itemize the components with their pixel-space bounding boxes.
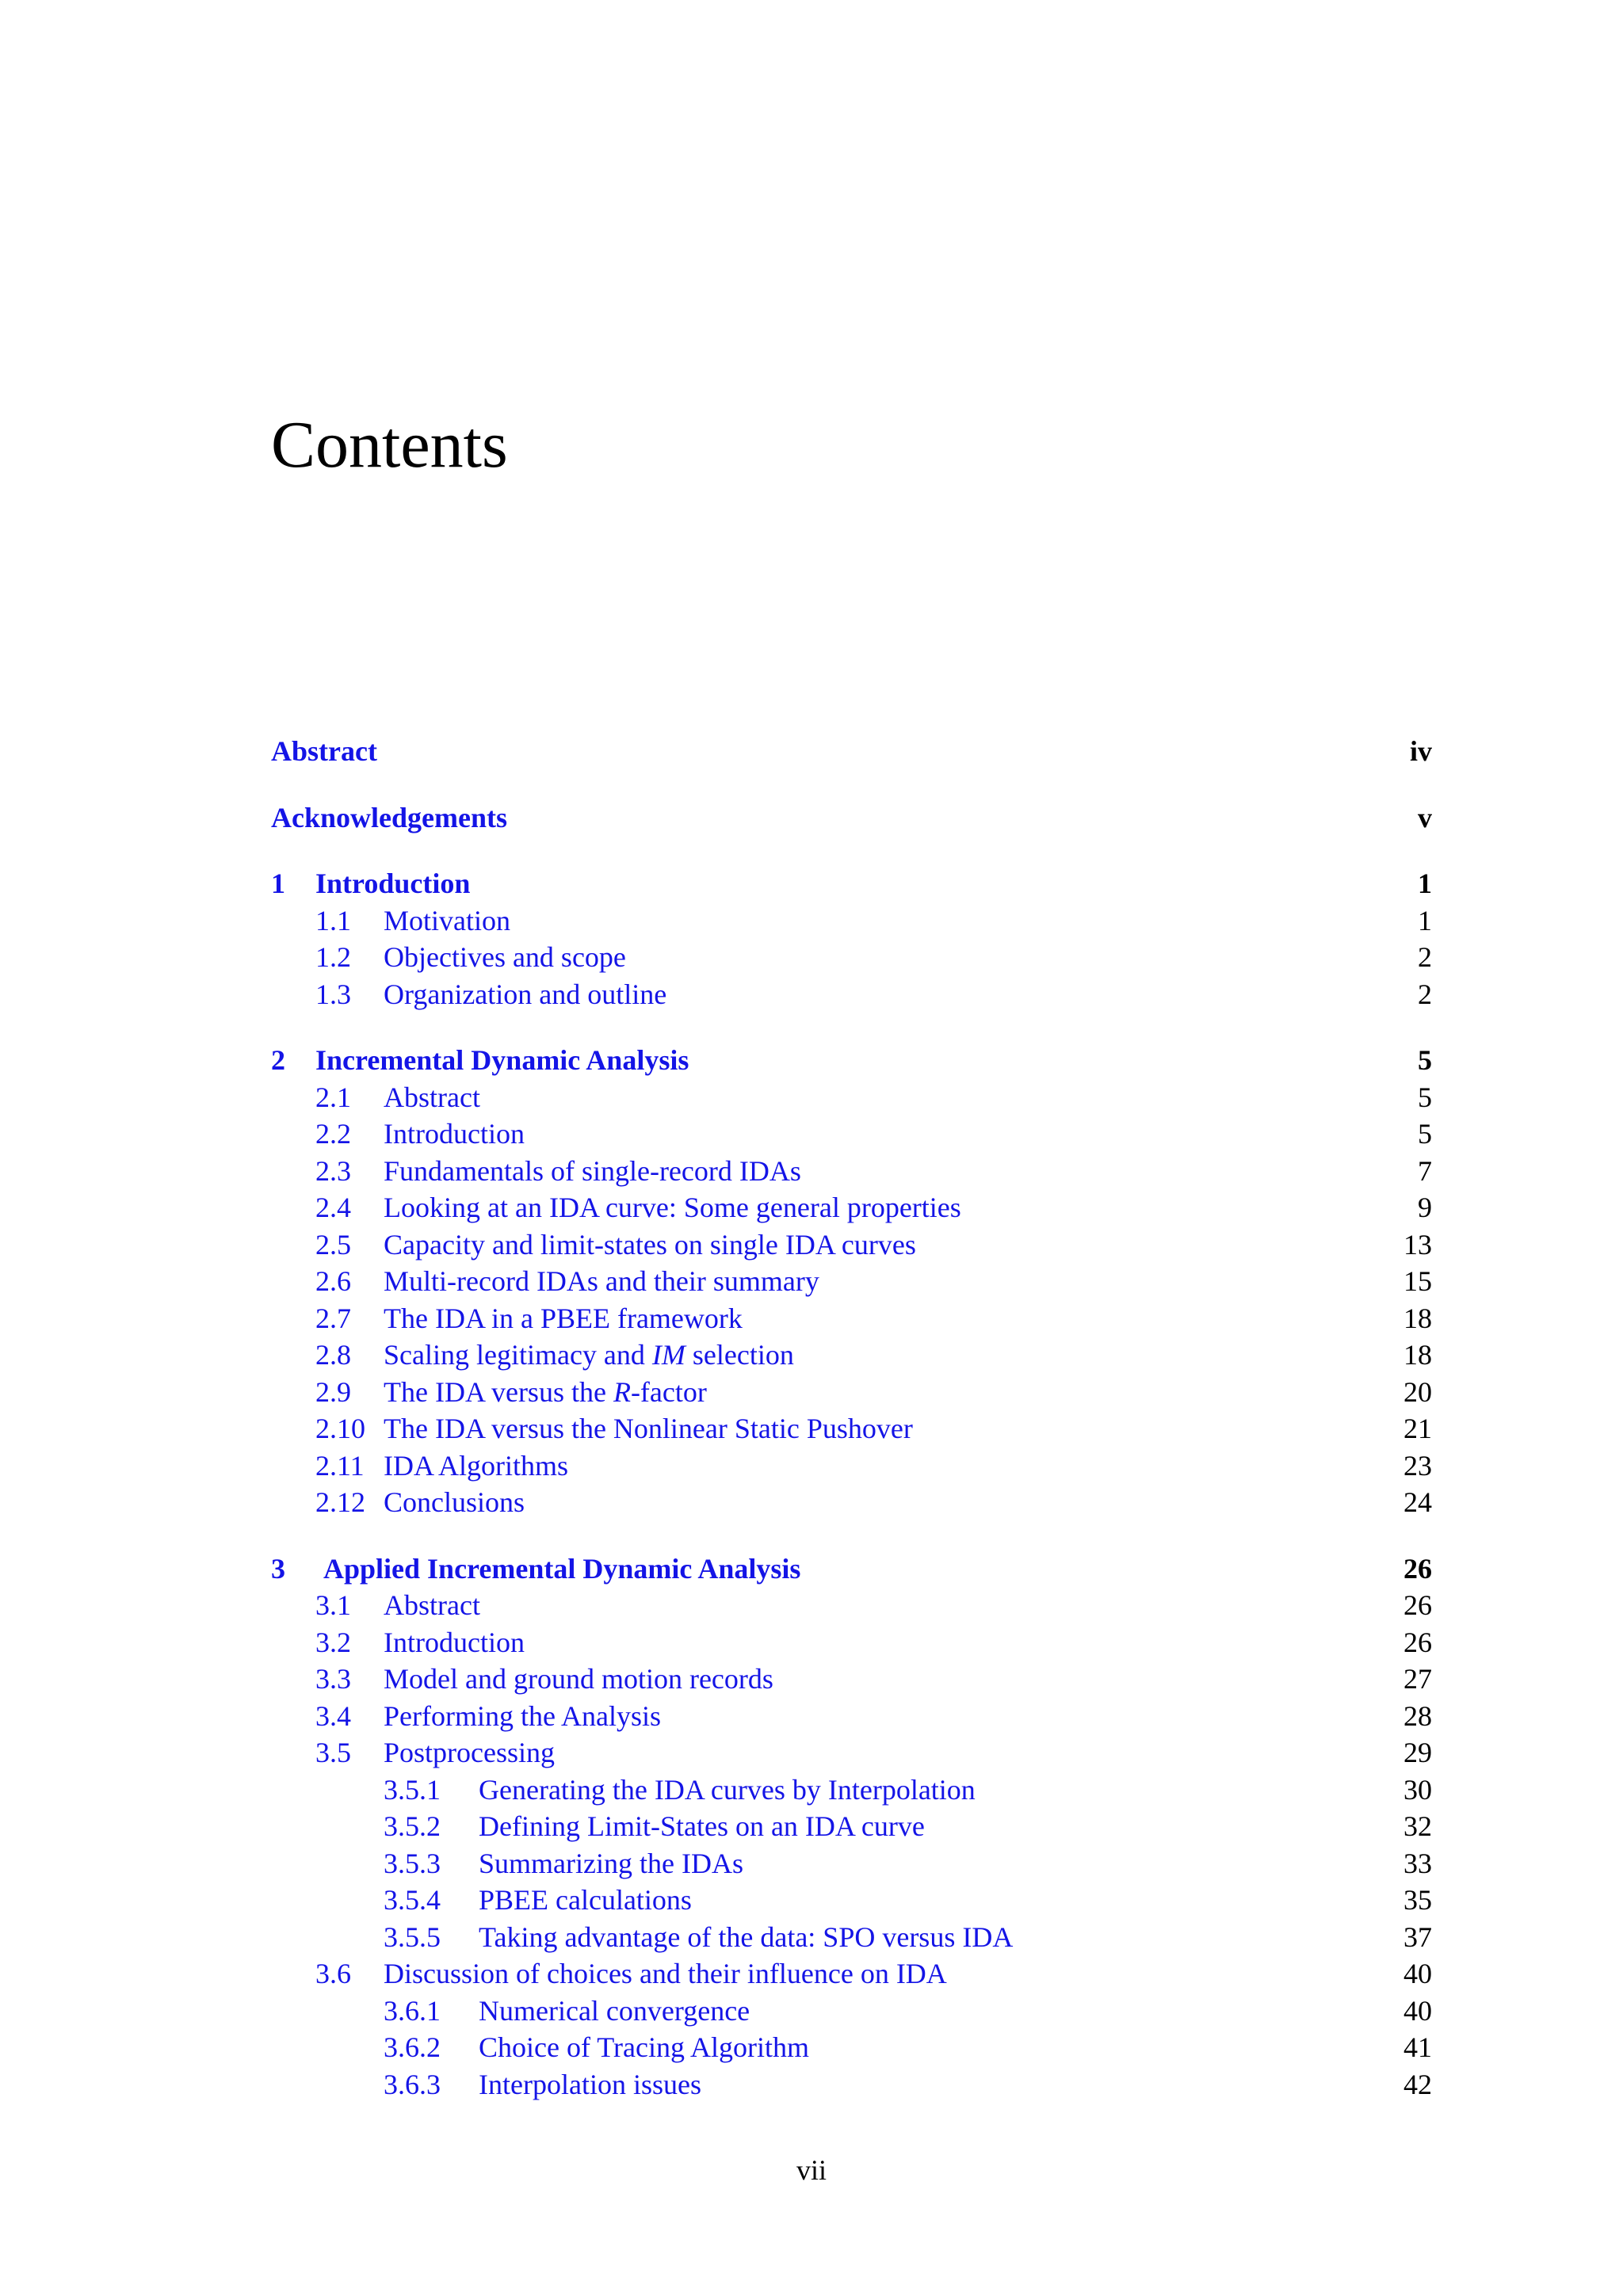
- toc-section-title[interactable]: Motivation: [384, 904, 510, 936]
- toc-section-title[interactable]: The IDA in a PBEE framework: [384, 1302, 743, 1334]
- toc-page-number: 9: [1418, 1192, 1432, 1223]
- toc-subsection-number[interactable]: 3.6.3: [384, 2068, 441, 2100]
- toc-subsection-number[interactable]: 3.5.1: [384, 1773, 441, 1806]
- toc-section-number[interactable]: 2.7: [315, 1302, 351, 1334]
- toc-subsection[interactable]: [271, 1993, 1432, 2030]
- toc-page-number: 41: [1403, 2031, 1432, 2063]
- toc-section-title[interactable]: Multi-record IDAs and their summary: [384, 1265, 819, 1297]
- toc-page-number: 24: [1403, 1486, 1432, 1518]
- toc-section[interactable]: [271, 1189, 1432, 1226]
- toc-section-number[interactable]: 2.1: [315, 1081, 351, 1113]
- toc-chapter-2[interactable]: [271, 1042, 1432, 1079]
- toc-section[interactable]: [271, 1300, 1432, 1337]
- toc-page-number: 18: [1403, 1302, 1432, 1334]
- toc-section-title[interactable]: Discussion of choices and their influence on IDA: [384, 1958, 947, 1989]
- toc-chapter-title[interactable]: Applied Incremental Dynamic Analysis: [323, 1552, 801, 1585]
- toc-section[interactable]: [271, 1079, 1432, 1116]
- toc-section-number[interactable]: 1.2: [315, 941, 351, 973]
- toc-subsection[interactable]: [271, 1882, 1432, 1919]
- page-number-footer: vii: [796, 2154, 827, 2186]
- toc-chapter-3[interactable]: [271, 1550, 1432, 1588]
- title-part: The IDA versus the: [384, 1375, 613, 1408]
- toc-page-number: 29: [1403, 1737, 1432, 1768]
- toc-section-title[interactable]: Postprocessing: [384, 1737, 555, 1768]
- toc-section-title[interactable]: Conclusions: [384, 1486, 525, 1518]
- toc-section-title[interactable]: IDA Algorithms: [384, 1449, 569, 1482]
- toc-section-number[interactable]: 2.5: [315, 1228, 351, 1261]
- toc-subsection-number[interactable]: 3.5.4: [384, 1884, 441, 1916]
- toc-section-number[interactable]: 3.2: [315, 1626, 351, 1658]
- toc-section[interactable]: [271, 976, 1432, 1013]
- title-part-italic: R: [613, 1375, 631, 1408]
- toc-page-number: 26: [1403, 1589, 1432, 1621]
- toc-section[interactable]: [271, 1226, 1432, 1264]
- toc-section-title[interactable]: Performing the Analysis: [384, 1699, 661, 1732]
- toc-page-number: 2: [1418, 941, 1432, 973]
- toc-section-number[interactable]: 2.11: [315, 1449, 365, 1482]
- toc-subsection-title[interactable]: Numerical convergence: [479, 1994, 750, 2027]
- toc-subsection-number[interactable]: 3.5.5: [384, 1920, 441, 1953]
- toc-page-number: 30: [1403, 1773, 1432, 1806]
- toc-subsection-number[interactable]: 3.6.2: [384, 2031, 441, 2063]
- toc-section[interactable]: [271, 1263, 1432, 1300]
- toc-section-number[interactable]: 2.4: [315, 1192, 351, 1223]
- toc-page-number: 26: [1403, 1552, 1432, 1585]
- toc-section[interactable]: [271, 1734, 1432, 1772]
- page-title: Contents: [271, 408, 508, 482]
- title-part: selection: [685, 1339, 794, 1371]
- toc-subsection-title[interactable]: Summarizing the IDAs: [479, 1847, 743, 1879]
- toc-subsection-title[interactable]: PBEE calculations: [479, 1884, 692, 1916]
- toc-page-number: 33: [1403, 1847, 1432, 1879]
- toc-subsection[interactable]: [271, 2029, 1432, 2066]
- toc-section[interactable]: [271, 1447, 1432, 1485]
- toc-section-title[interactable]: The IDA versus the Nonlinear Static Pushover: [384, 1413, 913, 1444]
- toc-section[interactable]: [271, 1624, 1432, 1661]
- toc-section-number[interactable]: 3.5: [315, 1737, 351, 1768]
- toc-section-number[interactable]: 2.2: [315, 1118, 351, 1150]
- toc-page-number: 15: [1403, 1265, 1432, 1297]
- toc-section-title[interactable]: Abstract: [384, 1589, 480, 1621]
- toc-page-number: 1: [1418, 904, 1432, 936]
- toc-chapter-1[interactable]: [271, 865, 1432, 902]
- toc-section-title[interactable]: Introduction: [384, 1118, 525, 1150]
- toc-page-number: 18: [1403, 1339, 1432, 1371]
- title-part-italic: IM: [651, 1339, 685, 1371]
- toc-section-title[interactable]: Introduction: [384, 1626, 525, 1658]
- toc-section-title[interactable]: Model and ground motion records: [384, 1663, 773, 1695]
- toc-chapter-number[interactable]: 1: [271, 868, 285, 899]
- table-of-contents: [271, 733, 1432, 2103]
- toc-section[interactable]: [271, 939, 1432, 976]
- toc-section-number[interactable]: 2.12: [315, 1486, 365, 1518]
- toc-subsection-number[interactable]: 3.5.2: [384, 1810, 441, 1842]
- toc-section-number[interactable]: 3.4: [315, 1699, 351, 1732]
- toc-subsection-title[interactable]: Choice of Tracing Algorithm: [479, 2031, 809, 2063]
- toc-subsection-title[interactable]: Defining Limit-States on an IDA curve: [479, 1810, 925, 1842]
- toc-page-number: v: [1418, 801, 1432, 833]
- toc-link-acknowledgements[interactable]: Acknowledgements: [271, 801, 507, 833]
- toc-section-number[interactable]: 2.8: [315, 1339, 351, 1371]
- toc-section[interactable]: [271, 1661, 1432, 1698]
- toc-page-number: 7: [1418, 1154, 1432, 1187]
- toc-section-title[interactable]: Capacity and limit-states on single IDA curves: [384, 1228, 916, 1261]
- toc-section-number[interactable]: 2.3: [315, 1154, 351, 1187]
- toc-section-title[interactable]: Looking at an IDA curve: Some general properties: [384, 1192, 961, 1223]
- toc-section[interactable]: [271, 1955, 1432, 1993]
- toc-subsection[interactable]: [271, 1919, 1432, 1956]
- toc-section-number[interactable]: 2.9: [315, 1375, 351, 1408]
- toc-section[interactable]: [271, 1153, 1432, 1190]
- toc-subsection-title[interactable]: Generating the IDA curves by Interpolation: [479, 1773, 976, 1806]
- title-part: -factor: [630, 1375, 707, 1408]
- toc-section-title[interactable]: Fundamentals of single-record IDAs: [384, 1154, 801, 1187]
- toc-page-number: 5: [1418, 1118, 1432, 1150]
- toc-page-number: 5: [1418, 1044, 1432, 1076]
- toc-page-number: 23: [1403, 1449, 1432, 1482]
- toc-page-number: 42: [1403, 2068, 1432, 2100]
- toc-page-number: 5: [1418, 1081, 1432, 1113]
- toc-chapter-title[interactable]: Introduction: [315, 868, 471, 899]
- toc-section-number[interactable]: 1.3: [315, 978, 351, 1010]
- toc-page-number: 26: [1403, 1626, 1432, 1658]
- toc-section-number[interactable]: 3.1: [315, 1589, 351, 1621]
- toc-page-number: 27: [1403, 1663, 1432, 1695]
- toc-section[interactable]: [271, 1116, 1432, 1153]
- toc-section-number[interactable]: 3.6: [315, 1958, 351, 1989]
- toc-page-number: 2: [1418, 978, 1432, 1010]
- toc-subsection-title[interactable]: Taking advantage of the data: SPO versus IDA: [479, 1920, 1014, 1953]
- toc-page-number: 28: [1403, 1699, 1432, 1732]
- toc-page-number: 40: [1403, 1958, 1432, 1989]
- toc-subsection[interactable]: [271, 1772, 1432, 1809]
- toc-subsection-number[interactable]: 3.6.1: [384, 1994, 441, 2027]
- toc-page-number: 35: [1403, 1884, 1432, 1916]
- toc-chapter-number[interactable]: 2: [271, 1044, 285, 1076]
- toc-section[interactable]: [271, 1337, 1432, 1374]
- toc-section[interactable]: [271, 902, 1432, 940]
- toc-page-number: 21: [1403, 1413, 1432, 1444]
- toc-subsection[interactable]: [271, 2066, 1432, 2103]
- toc-page-number: iv: [1409, 735, 1432, 767]
- toc-page-number: 20: [1403, 1375, 1432, 1408]
- toc-section[interactable]: [271, 1698, 1432, 1735]
- toc-section-title[interactable]: Organization and outline: [384, 978, 667, 1010]
- toc-entry-acknowledgements[interactable]: [271, 799, 1432, 837]
- toc-page-number: 32: [1403, 1810, 1432, 1842]
- toc-entry-abstract[interactable]: [271, 733, 1432, 770]
- toc-section[interactable]: [271, 1410, 1432, 1447]
- toc-section[interactable]: [271, 1587, 1432, 1624]
- toc-section-number[interactable]: 2.10: [315, 1413, 365, 1444]
- title-part: Scaling legitimacy and: [384, 1339, 652, 1371]
- toc-chapter-number[interactable]: 3: [271, 1552, 285, 1585]
- toc-page-number: 13: [1403, 1228, 1432, 1261]
- toc-section-title[interactable]: [384, 1374, 707, 1411]
- toc-subsection[interactable]: [271, 1808, 1432, 1845]
- toc-section-title[interactable]: [384, 1337, 794, 1374]
- toc-subsection-number[interactable]: 3.5.3: [384, 1847, 441, 1879]
- toc-link-abstract[interactable]: Abstract: [271, 735, 377, 767]
- toc-section[interactable]: [271, 1374, 1432, 1411]
- toc-section-number[interactable]: 3.3: [315, 1663, 351, 1695]
- toc-page-number: 40: [1403, 1994, 1432, 2027]
- toc-section-number[interactable]: 1.1: [315, 904, 351, 936]
- toc-subsection[interactable]: [271, 1845, 1432, 1882]
- toc-section-number[interactable]: 2.6: [315, 1265, 351, 1297]
- toc-page-number: 37: [1403, 1920, 1432, 1953]
- toc-page-number: 1: [1418, 868, 1432, 899]
- toc-chapter-title[interactable]: Incremental Dynamic Analysis: [315, 1044, 689, 1076]
- toc-section-title[interactable]: Abstract: [384, 1081, 480, 1113]
- toc-subsection-title[interactable]: Interpolation issues: [479, 2068, 701, 2100]
- toc-section[interactable]: [271, 1484, 1432, 1521]
- toc-section-title[interactable]: Objectives and scope: [384, 941, 626, 973]
